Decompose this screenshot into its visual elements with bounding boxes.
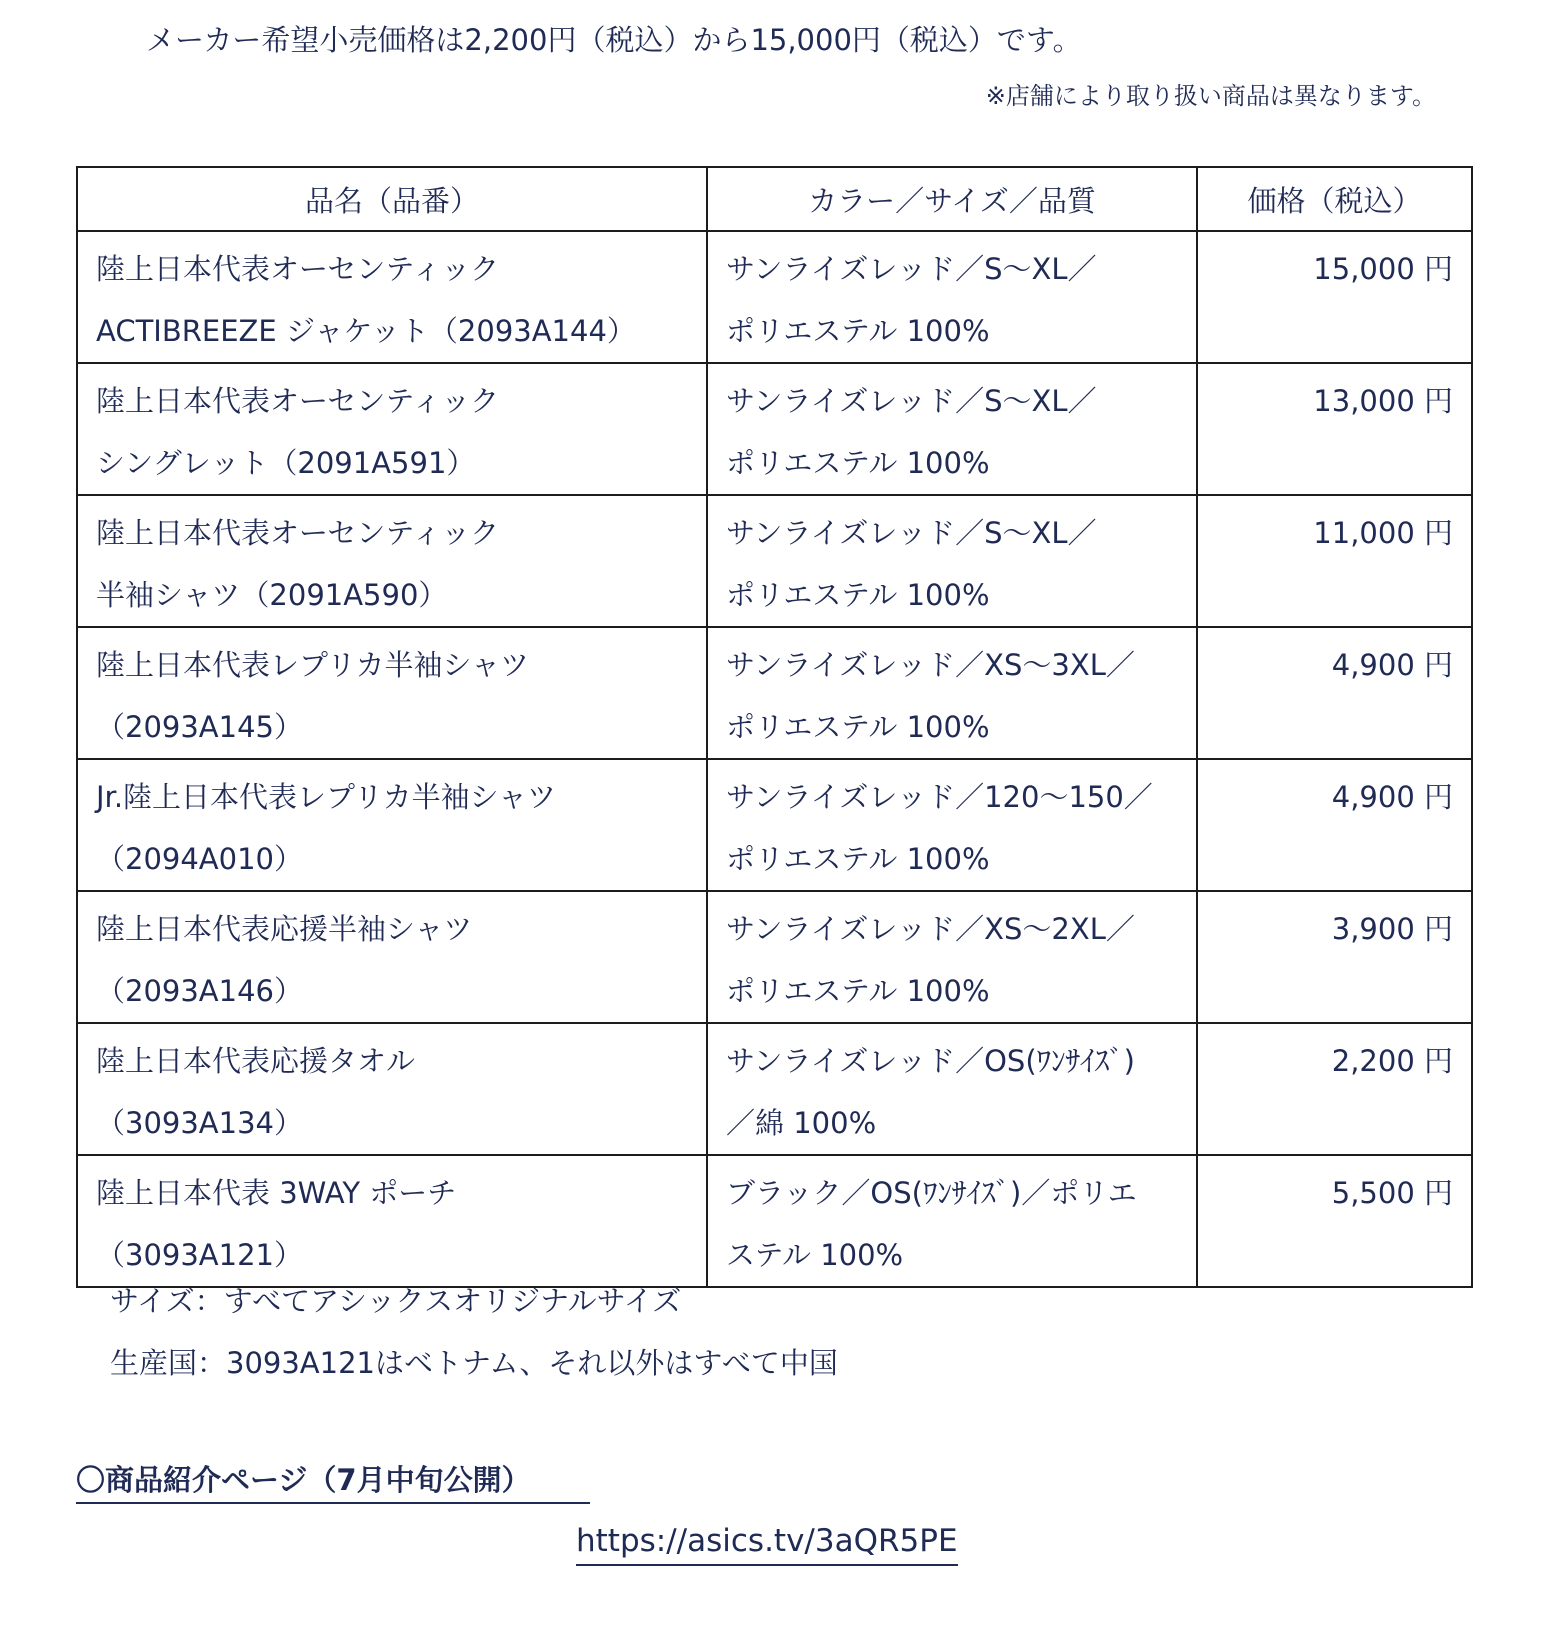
spec-line: ／綿 100%	[726, 1106, 877, 1140]
spec-line: サンライズレッド／S〜XL／	[726, 384, 1097, 418]
table-row	[77, 1155, 1472, 1287]
product-name-line: 陸上日本代表応援タオル	[96, 1044, 416, 1078]
product-name-line: 陸上日本代表応援半袖シャツ	[96, 912, 473, 946]
spec-line: ポリエステル 100%	[726, 314, 990, 348]
origin-note: 生産国：3093A121はベトナム、それ以外はすべて中国	[110, 1346, 838, 1380]
product-name-line: 陸上日本代表 3WAY ポーチ	[96, 1176, 457, 1210]
product-code-line: ACTIBREEZE ジャケット（2093A144）	[96, 314, 636, 348]
spec-line: ステル 100%	[726, 1238, 904, 1272]
product-spec-cell	[707, 231, 1197, 363]
product-price-cell: 3,900 円	[1197, 891, 1472, 1023]
product-code-line: （2094A010）	[96, 842, 303, 876]
product-name-cell	[77, 627, 707, 759]
product-price-cell: 4,900 円	[1197, 627, 1472, 759]
header-price: 価格（税込）	[1197, 167, 1472, 231]
product-name-cell	[77, 891, 707, 1023]
product-price-cell: 2,200 円	[1197, 1023, 1472, 1155]
table-row	[77, 759, 1472, 891]
product-code-line: シングレット（2091A591）	[96, 446, 476, 480]
table-row	[77, 363, 1472, 495]
product-name-cell	[77, 495, 707, 627]
header-name: 品名（品番）	[77, 167, 707, 231]
table-row	[77, 231, 1472, 363]
spec-line: ポリエステル 100%	[726, 842, 990, 876]
product-page-link[interactable]: https://asics.tv/3aQR5PE	[576, 1518, 958, 1566]
table-row	[77, 1023, 1472, 1155]
spec-line: ポリエステル 100%	[726, 578, 990, 612]
product-price-cell: 5,500 円	[1197, 1155, 1472, 1287]
spec-line: ポリエステル 100%	[726, 710, 990, 744]
product-page-heading: 〇商品紹介ページ（7月中旬公開）	[76, 1458, 590, 1504]
product-code-line: （3093A121）	[96, 1238, 303, 1272]
spec-line: サンライズレッド／S〜XL／	[726, 516, 1097, 550]
spec-line: ブラック／OS(ﾜﾝｻｲｽﾞ)／ポリエ	[726, 1176, 1137, 1210]
spec-line: サンライズレッド／S〜XL／	[726, 252, 1097, 286]
product-spec-cell	[707, 1023, 1197, 1155]
product-spec-cell	[707, 759, 1197, 891]
product-spec-cell	[707, 891, 1197, 1023]
table-header-row	[77, 167, 1472, 231]
product-code-line: （2093A145）	[96, 710, 303, 744]
product-name-line: 陸上日本代表オーセンティック	[96, 384, 500, 418]
spec-line: サンライズレッド／XS〜3XL／	[726, 648, 1135, 682]
footnotes	[110, 1270, 838, 1394]
store-note: ※店舗により取り扱い商品は異なります。	[985, 82, 1436, 110]
product-table	[76, 166, 1473, 1288]
product-name-line: 陸上日本代表オーセンティック	[96, 252, 500, 286]
product-name-line: 陸上日本代表レプリカ半袖シャツ	[96, 648, 529, 682]
spec-line: ポリエステル 100%	[726, 974, 990, 1008]
product-price-cell: 13,000 円	[1197, 363, 1472, 495]
product-code-line: （2093A146）	[96, 974, 303, 1008]
spec-line: サンライズレッド／120〜150／	[726, 780, 1153, 814]
spec-line: サンライズレッド／OS(ﾜﾝｻｲｽﾞ)	[726, 1044, 1135, 1078]
table-row	[77, 891, 1472, 1023]
product-spec-cell	[707, 363, 1197, 495]
product-code-line: 半袖シャツ（2091A590）	[96, 578, 448, 612]
spec-line: ポリエステル 100%	[726, 446, 990, 480]
product-name-cell	[77, 759, 707, 891]
product-name-cell	[77, 231, 707, 363]
product-spec-cell	[707, 627, 1197, 759]
product-name-line: 陸上日本代表オーセンティック	[96, 516, 500, 550]
product-name-line: Jr.陸上日本代表レプリカ半袖シャツ	[96, 780, 557, 814]
product-name-cell	[77, 363, 707, 495]
table-row	[77, 495, 1472, 627]
product-price-cell: 4,900 円	[1197, 759, 1472, 891]
header-spec: カラー／サイズ／品質	[707, 167, 1197, 231]
product-name-cell	[77, 1023, 707, 1155]
product-code-line: （3093A134）	[96, 1106, 303, 1140]
table-row	[77, 627, 1472, 759]
product-spec-cell	[707, 495, 1197, 627]
price-range-text: メーカー希望小売価格は2,200円（税込）から15,000円（税込）です。	[146, 23, 1082, 57]
product-name-cell	[77, 1155, 707, 1287]
spec-line: サンライズレッド／XS〜2XL／	[726, 912, 1135, 946]
size-note: サイズ：すべてアシックスオリジナルサイズ	[110, 1284, 682, 1318]
product-spec-cell	[707, 1155, 1197, 1287]
product-price-cell: 15,000 円	[1197, 231, 1472, 363]
product-price-cell: 11,000 円	[1197, 495, 1472, 627]
